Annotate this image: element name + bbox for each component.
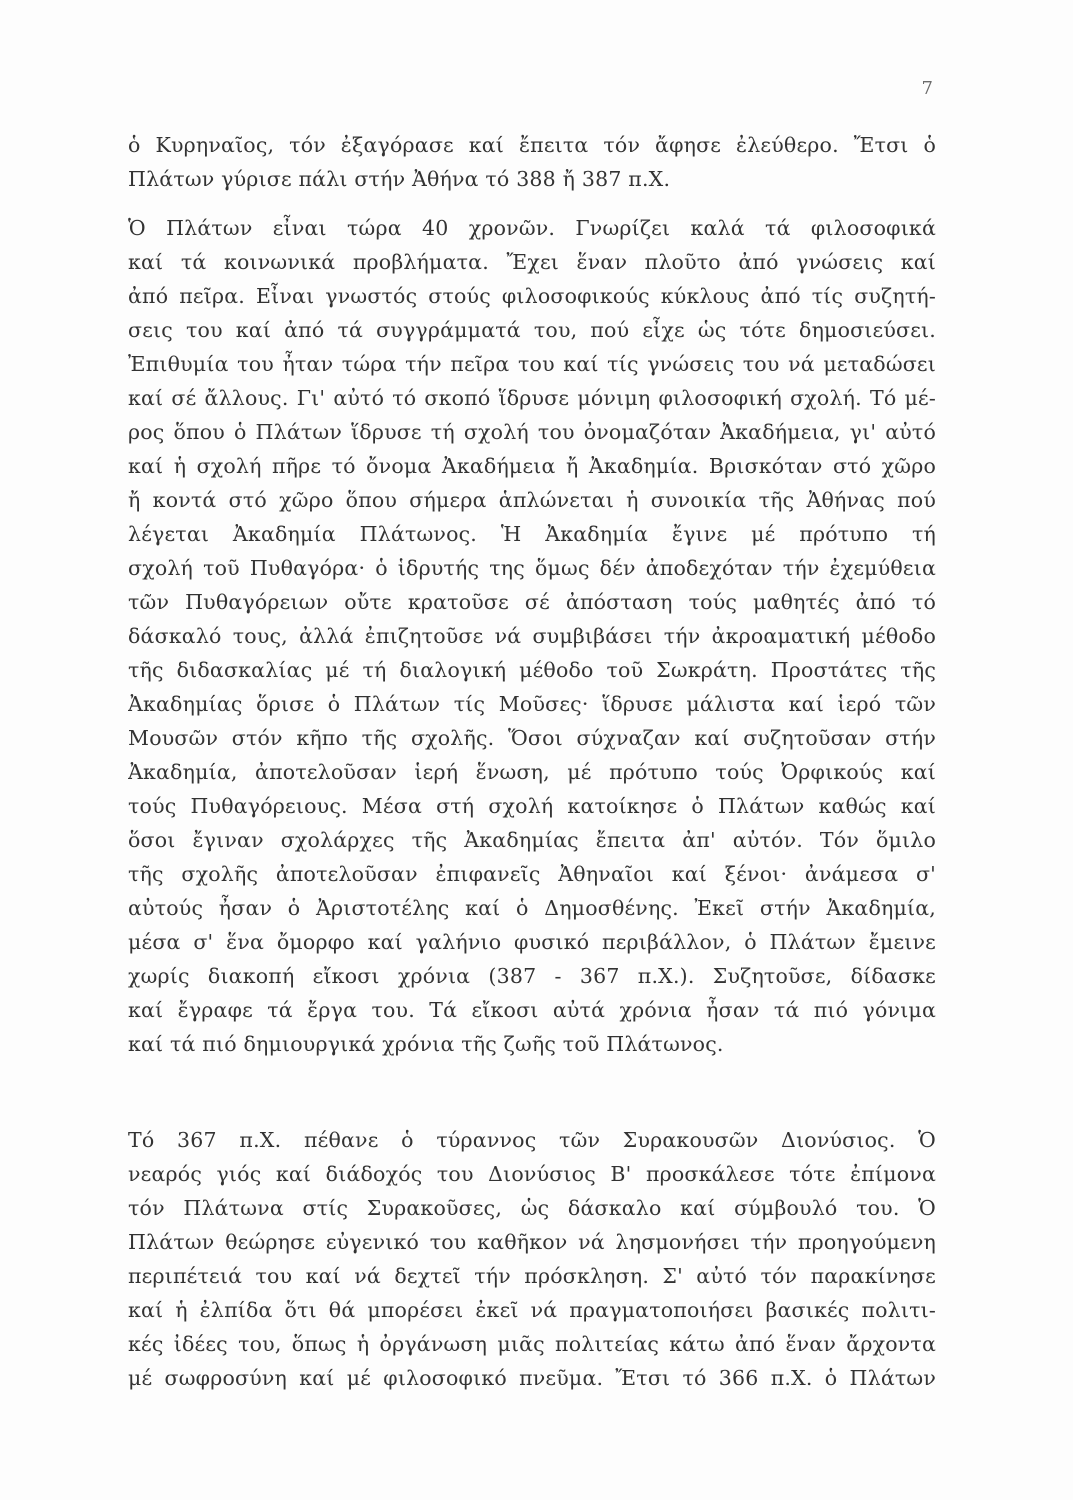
text-line: περιπέτειά του καί νά δεχτεῖ τήν πρόσκληση. Σ' αὐτό τόν παρακίνησε	[128, 1264, 936, 1288]
text-line: μέσα σ' ἕνα ὄμορφο καί γαλήνιο φυσικό περιβάλλον, ὁ Πλάτων ἔμεινε	[128, 930, 936, 954]
text-line: καί σέ ἄλλους. Γι' αὐτό τό σκοπό ἵδρυσε μόνιμη φιλοσοφική σχολή. Τό μέ-	[128, 386, 936, 410]
text-line: ἀπό πεῖρα. Εἶναι γνωστός στούς φιλοσοφικούς κύκλους ἀπό τίς συζητή-	[128, 284, 936, 308]
text-line: τούς Πυθαγόρειους. Μέσα στή σχολή κατοίκησε ὁ Πλάτων καθώς καί	[128, 794, 936, 818]
text-line: ὅσοι ἔγιναν σχολάρχες τῆς Ἀκαδημίας ἔπειτα ἀπ' αὐτόν. Τόν ὅμιλο	[128, 828, 936, 852]
text-line: δάσκαλό τους, ἀλλά ἐπιζητοῦσε νά συμβιβάσει τήν ἀκροαματική μέθοδο	[128, 624, 936, 648]
text-line: Μουσῶν στόν κῆπο τῆς σχολῆς. Ὅσοι σύχναζαν καί συζητοῦσαν στήν	[128, 726, 936, 750]
text-line: κές ἰδέες του, ὅπως ἡ ὀργάνωση μιᾶς πολιτείας κάτω ἀπό ἕναν ἄρχοντα	[128, 1332, 936, 1356]
text-line: καί τά πιό δημιουργικά χρόνια τῆς ζωῆς τοῦ Πλάτωνος.	[128, 1032, 724, 1056]
text-line: Τό 367 π.Χ. πέθανε ὁ τύραννος τῶν Συρακουσῶν Διονύσιος. Ὁ	[128, 1128, 936, 1152]
text-line: Ἐπιθυμία του ἦταν τώρα τήν πεῖρα του καί τίς γνώσεις του νά μεταδώσει	[128, 352, 936, 376]
text-line: Πλάτων θεώρησε εὐγενικό του καθῆκον νά λησμονήσει τήν προηγούμενη	[128, 1230, 936, 1254]
text-line: Ἀκαδημίας ὅρισε ὁ Πλάτων τίς Μοῦσες· ἵδρυσε μάλιστα καί ἱερό τῶν	[128, 692, 936, 716]
paragraph-3	[128, 1123, 936, 1395]
text-line: μέ σωφροσύνη καί μέ φιλοσοφικό πνεῦμα. Ἔτσι τό 366 π.Χ. ὁ Πλάτων	[128, 1366, 936, 1390]
page-number: 7	[921, 78, 933, 99]
text-line: ἤ κοντά στό χῶρο ὅπου σήμερα ἁπλώνεται ἡ συνοικία τῆς Ἀθήνας πού	[128, 488, 936, 512]
text-line: καί ἔγραφε τά ἔργα του. Τά εἴκοσι αὐτά χρόνια ἦσαν τά πιό γόνιμα	[128, 998, 936, 1022]
text-line: καί ἡ ἐλπίδα ὅτι θά μπορέσει ἐκεῖ νά πραγματοποιήσει βασικές πολιτι-	[128, 1298, 936, 1322]
text-line: τῆς σχολῆς ἀποτελοῦσαν ἐπιφανεῖς Ἀθηναῖοι καί ξένοι· ἀνάμεσα σ'	[128, 862, 936, 886]
text-line: τῶν Πυθαγόρειων οὔτε κρατοῦσε σέ ἀπόσταση τούς μαθητές ἀπό τό	[128, 590, 936, 614]
text-line: χωρίς διακοπή εἴκοσι χρόνια (387 - 367 π.Χ.). Συζητοῦσε, δίδασκε	[128, 964, 936, 988]
text-line: καί ἡ σχολή πῆρε τό ὄνομα Ἀκαδήμεια ἤ Ἀκαδημία. Βρισκόταν στό χῶρο	[128, 454, 936, 478]
paragraph-2	[128, 211, 936, 1061]
text-line: αὐτούς ἦσαν ὁ Ἀριστοτέλης καί ὁ Δημοσθένης. Ἐκεῖ στήν Ἀκαδημία,	[128, 896, 936, 920]
text-line: Πλάτων γύρισε πάλι στήν Ἀθήνα τό 388 ἤ 387 π.Χ.	[128, 167, 671, 191]
text-line: σεις του καί ἀπό τά συγγράμματά του, πού εἶχε ὡς τότε δημοσιεύσει.	[128, 318, 936, 342]
text-line: νεαρός γιός καί διάδοχός του Διονύσιος Β' προσκάλεσε τότε ἐπίμονα	[128, 1162, 936, 1186]
text-line: τῆς διδασκαλίας μέ τή διαλογική μέθοδο τοῦ Σωκράτη. Προστάτες τῆς	[128, 658, 936, 682]
paragraph-1	[128, 128, 936, 196]
text-line: σχολή τοῦ Πυθαγόρα· ὁ ἱδρυτής της ὅμως δέν ἀποδεχόταν τήν ἐχεμύθεια	[128, 556, 936, 580]
text-line: τόν Πλάτωνα στίς Συρακοῦσες, ὡς δάσκαλο καί σύμβουλό του. Ὁ	[128, 1196, 936, 1220]
text-line: λέγεται Ἀκαδημία Πλάτωνος. Ἡ Ἀκαδημία ἔγινε μέ πρότυπο τή	[128, 522, 936, 546]
text-line: ὁ Κυρηναῖος, τόν ἐξαγόρασε καί ἔπειτα τόν ἄφησε ἐλεύθερο. Ἔτσι ὁ	[128, 133, 936, 157]
text-line: καί τά κοινωνικά προβλήματα. Ἔχει ἕναν πλοῦτο ἀπό γνώσεις καί	[128, 250, 936, 274]
text-line: Ἀκαδημία, ἀποτελοῦσαν ἱερή ἕνωση, μέ πρότυπο τούς Ὀρφικούς καί	[128, 760, 936, 784]
text-line: Ὁ Πλάτων εἶναι τώρα 40 χρονῶν. Γνωρίζει καλά τά φιλοσοφικά	[128, 216, 936, 240]
text-line: ρος ὅπου ὁ Πλάτων ἵδρυσε τή σχολή του ὀνομαζόταν Ἀκαδήμεια, γι' αὐτό	[128, 420, 936, 444]
